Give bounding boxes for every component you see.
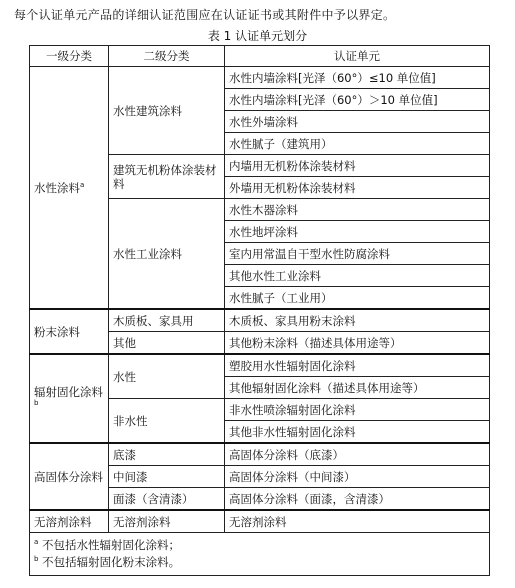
level1-cell: 辐射固化涂料$^b$ [30,354,109,443]
unit-cell: 其他粉末涂料（描述具体用途等） [225,332,490,355]
unit-cell: 水性地坪涂料 [225,221,490,243]
level1-cell: 水性涂料$^a$ [30,67,109,310]
unit-cell: 高固体分涂料（底漆） [225,443,490,466]
level2-cell: 建筑无机粉体涂装材料 [109,155,225,199]
unit-cell: 无溶剂涂料 [225,510,490,533]
unit-cell: 水性外墙涂料 [225,111,490,133]
level2-cell: 非水性 [109,399,225,444]
unit-cell: 外墙用无机粉体涂装材料 [225,177,490,199]
level2-cell: 中间漆 [109,466,225,488]
level2-cell: 木质板、家具用 [109,309,225,332]
header-level2: 二级分类 [109,46,225,67]
unit-cell: 水性内墙涂料[光泽（60°）≤10 单位值] [225,67,490,89]
level2-cell: 水性 [109,354,225,399]
unit-cell: 其他水性工业涂料 [225,265,490,287]
unit-cell: 室内用常温自干型水性防腐涂料 [225,243,490,265]
level1-cell: 高固体分涂料 [30,443,109,510]
unit-cell: 其他非水性辐射固化涂料 [225,421,490,444]
unit-cell: 水性木器涂料 [225,199,490,221]
unit-cell: 塑胶用水性辐射固化涂料 [225,354,490,377]
intro-text: 每个认证单元产品的详细认证范围应在认证证书或其附件中予以界定。 [14,8,396,22]
level2-cell: 面漆（含清漆） [109,488,225,511]
unit-cell: 水性内墙涂料[光泽（60°）＞10 单位值] [225,89,490,111]
level2-cell: 水性工业涂料 [109,199,225,310]
level1-cell: 粉末涂料 [30,309,109,354]
unit-cell: 高固体分涂料（面漆，含清漆） [225,488,490,511]
footnote-cell [30,533,490,576]
header-level1: 一级分类 [30,46,109,67]
unit-cell: 高固体分涂料（中间漆） [225,466,490,488]
unit-cell: 水性腻子（建筑用） [225,133,490,155]
unit-cell: 水性腻子（工业用） [225,287,490,310]
unit-cell: 非水性喷涂辐射固化涂料 [225,399,490,421]
table-caption: 表 1 认证单元划分 [207,29,308,43]
footnote-mark: a [80,180,85,189]
level2-cell: 其他 [109,332,225,355]
footnote-a: $^a$ 不包括水性辐射固化涂料； [34,538,180,552]
header-unit: 认证单元 [225,46,490,67]
unit-cell: 木质板、家具用粉末涂料 [225,309,490,332]
level2-cell: 底漆 [109,443,225,466]
table-row [30,354,490,377]
certification-unit-table [29,45,490,576]
table-row [30,309,490,332]
table-row [30,443,490,466]
level1-cell: 无溶剂涂料 [30,510,109,533]
footnote-b: $^b$ 不包括辐射固化粉末涂料。 [34,555,181,569]
unit-cell: 内墙用无机粉体涂装材料 [225,155,490,177]
unit-cell: 其他辐射固化涂料（描述具体用途等） [225,377,490,399]
footnote-mark: b [34,398,39,407]
footnote-row [30,533,490,576]
table-row [30,510,490,533]
table-header-row [30,46,490,67]
table-row [30,67,490,89]
level2-cell: 无溶剂涂料 [109,510,225,533]
level2-cell: 水性建筑涂料 [109,67,225,155]
